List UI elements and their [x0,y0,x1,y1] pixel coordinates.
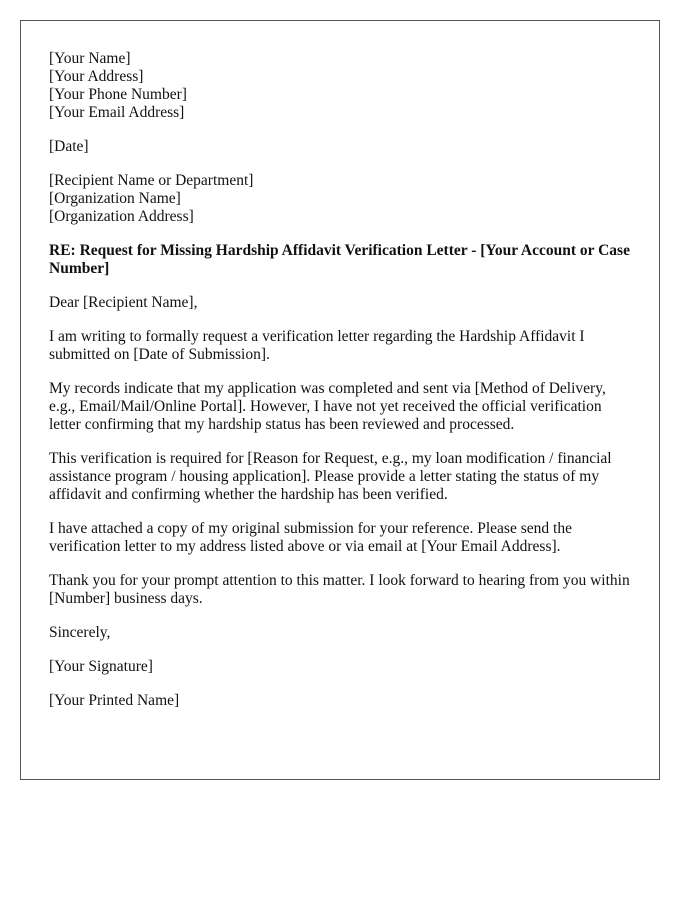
letter-date: [Date] [49,138,89,155]
printed-name: [Your Printed Name] [49,692,180,709]
sender-block [49,50,631,122]
subject-line: RE: Request for Missing Hardship Affidavit Verification Letter - [Your Account or Case Number] [49,242,630,277]
body-paragraph-5: Thank you for your prompt attention to this matter. I look forward to hearing from you within [Number] business days. [49,572,630,607]
body-paragraph-4: I have attached a copy of my original submission for your reference. Please send the verification letter to my address listed above or via email at [Your Email Address]. [49,520,572,555]
recipient-organization: [Organization Name] [49,190,181,207]
letter-page [20,20,660,780]
recipient-name: [Recipient Name or Department] [49,172,254,189]
recipient-address: [Organization Address] [49,208,194,225]
body-paragraph-1: I am writing to formally request a verification letter regarding the Hardship Affidavit I submitted on [Date of Submission]. [49,328,585,363]
salutation: Dear [Recipient Name], [49,294,198,311]
date-line [49,138,631,156]
sender-email: [Your Email Address] [49,104,185,121]
sender-address: [Your Address] [49,68,144,85]
recipient-block [49,172,631,226]
sender-phone: [Your Phone Number] [49,86,187,103]
closing: Sincerely, [49,624,111,641]
signature-placeholder: [Your Signature] [49,658,153,675]
body-paragraph-2: My records indicate that my application was completed and sent via [Method of Delivery, e.g., Email/Mail/Online Portal]. However, I have not yet received the official verification letter confirming that my hardship status has been reviewed and processed. [49,380,606,433]
body-paragraph-3: This verification is required for [Reason for Request, e.g., my loan modification / financial assistance program / housing application]. Please provide a letter stating the status of my affidavit and confirming whether the hardship has been verified. [49,450,612,503]
sender-name: [Your Name] [49,50,131,67]
